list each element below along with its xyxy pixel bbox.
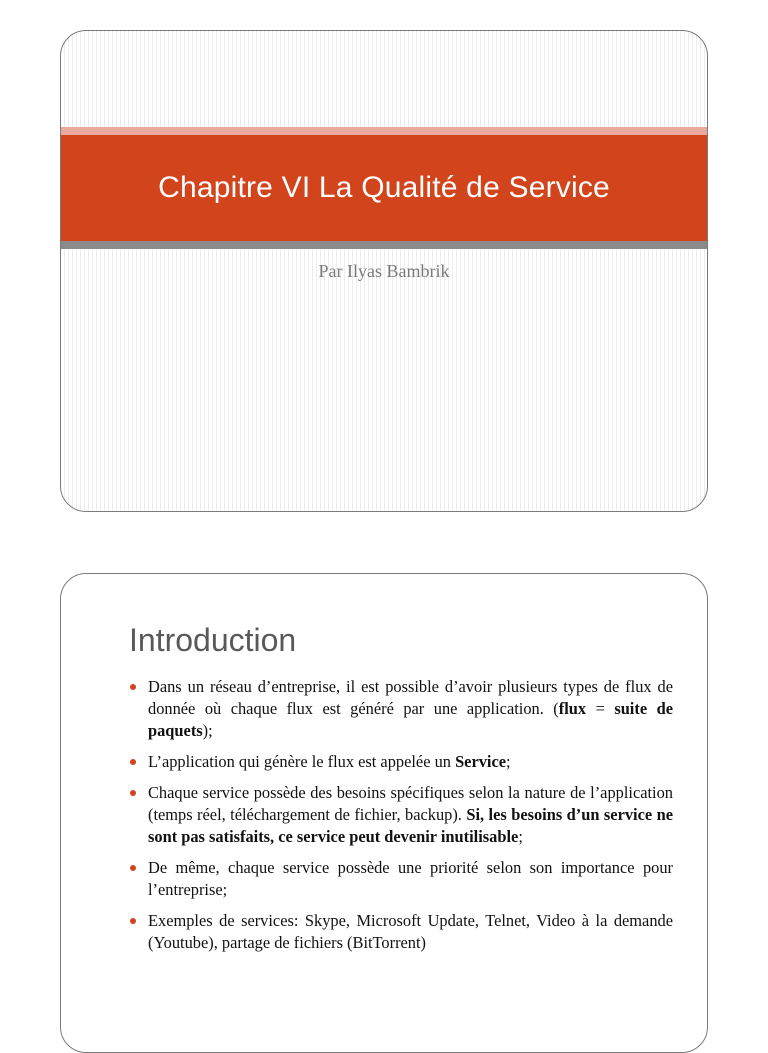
title-band: [61, 135, 707, 241]
bullet-item: [129, 857, 673, 901]
bullet-bold-text: Si, les besoins d’un service ne sont pas satisfaits, ce service peut devenir inutilisable: [148, 805, 673, 846]
bullet-item: [129, 910, 673, 954]
bullet-text: ;: [506, 752, 511, 771]
title-band-top-stripe: [61, 127, 707, 135]
bullet-list: [129, 676, 673, 963]
bullet-dot-icon: [130, 790, 136, 796]
bullet-text: ;: [518, 827, 523, 846]
bullet-dot-icon: [130, 684, 136, 690]
bullet-text: Exemples de services: Skype, Microsoft Update, Telnet, Video à la demande (Youtube), partage de fichiers (BitTorrent): [148, 911, 673, 952]
bullet-bold-text: Service: [455, 752, 507, 771]
bullet-item: [129, 782, 673, 848]
bullet-item: [129, 676, 673, 742]
bullet-dot-icon: [130, 918, 136, 924]
title-slide: [60, 30, 708, 512]
bullet-text: Chaque service possède des besoins spécifiques selon la nature de l’application (temps réel, téléchargement de fichier, backup).: [148, 783, 673, 824]
bullet-text: De même, chaque service possède une priorité selon son importance pour l’entreprise;: [148, 858, 673, 899]
slide-heading: Introduction: [129, 622, 297, 658]
title-band-bottom-stripe: [61, 241, 707, 249]
bullet-text: Dans un réseau d’entreprise, il est possible d’avoir plusieurs types de flux de donnée où chaque flux est généré par une application. (: [148, 677, 673, 718]
bullet-text: =: [586, 699, 615, 718]
bullet-bold-text: flux: [558, 699, 587, 718]
bullet-bold-text: suite de paquets: [148, 699, 673, 740]
slide-subtitle: Par Ilyas Bambrik: [318, 261, 450, 281]
bullet-dot-icon: [130, 865, 136, 871]
bullet-dot-icon: [130, 759, 136, 765]
bullet-item: [129, 751, 673, 773]
slide-title: Chapitre VI La Qualité de Service: [158, 171, 610, 204]
bullet-text: L’application qui génère le flux est appelée un: [148, 752, 456, 771]
bullet-text: );: [202, 721, 213, 740]
introduction-slide: [60, 573, 708, 1053]
